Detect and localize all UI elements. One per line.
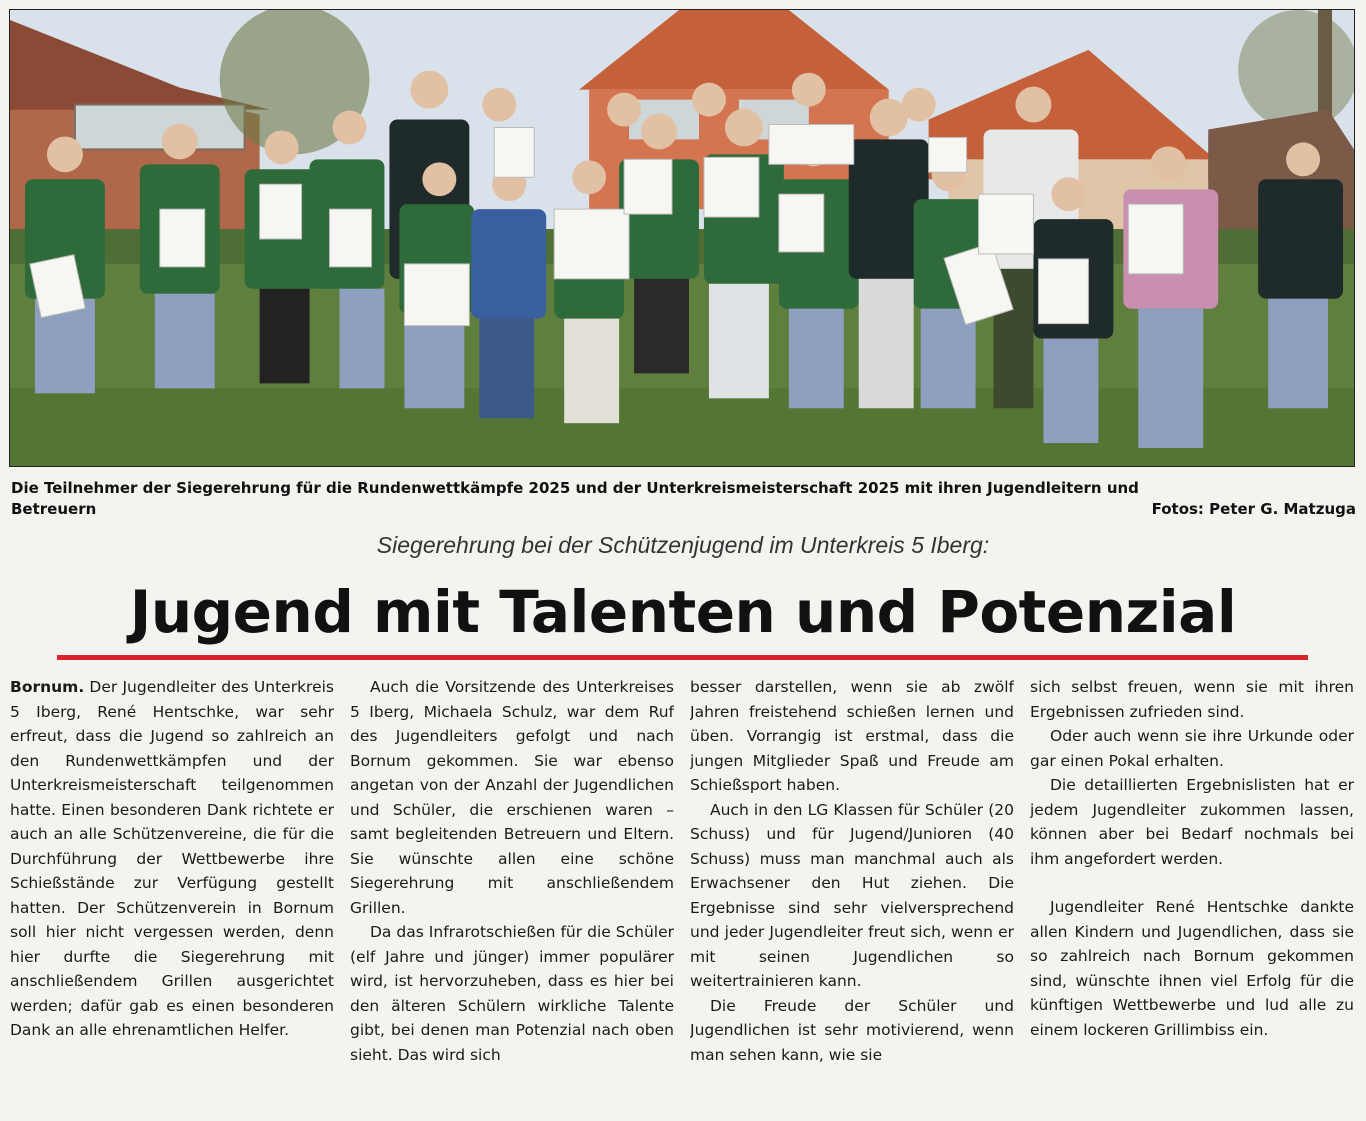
column-3-paragraph-3: Die Freude der Schüler und Jugendlichen ist sehr motivierend, wenn man sehen kann, wie sie bbox=[690, 996, 1014, 1064]
photo-caption bbox=[11, 478, 1356, 520]
headline-underline bbox=[57, 655, 1308, 660]
photo-credit: Fotos: Peter G. Matzuga bbox=[1151, 500, 1356, 518]
column-2-paragraph-2: Da das Infrarotschießen für die Schüler (elf Jahre und jünger) immer populärer wird, ist hervorzuheben, dass es hier bei den älteren Schülern wirkliche Talente gibt, bei denen man Potenzial nach oben sieht. Das wird sich bbox=[350, 923, 674, 1064]
column-4-paragraph-4: Jugendleiter René Hentschke dankte allen Kindern und Jugendlichen, dass sie so zahlreich nach Bornum gekommen sind, wünschte ihnen viel Erfolg für die künftigen Wettbewerbe und lud alle zu einem lockeren Grillimbiss ein. bbox=[1030, 898, 1354, 1039]
column-2-paragraph-1: Auch die Vorsitzende des Unterkreises 5 Iberg, Michaela Schulz, war dem Ruf des Jugendleiters gefolgt und nach Bornum gekommen. Sie war ebenso angetan von der Anzahl der Jugendlichen und Schüler, die erschienen waren – samt begleitenden Betreuern und Eltern. Sie wünschte allen eine schöne Siegerehrung mit anschließendem Grillen. bbox=[350, 678, 674, 917]
caption-line-1: Die Teilnehmer der Siegerehrung für die Rundenwettkämpfe 2025 und der Unterkreismeisterschaft 2025 mit ihren Jugendleitern und bbox=[11, 479, 1139, 497]
dateline: Bornum. bbox=[10, 678, 85, 696]
article-column-4 bbox=[1030, 675, 1354, 1115]
column-4-paragraph-1: sich selbst freuen, wenn sie mit ihren Ergebnissen zufrieden sind. bbox=[1030, 678, 1354, 721]
column-1-paragraph-1: Der Jugendleiter des Unterkreis 5 Iberg, René Hentschke, war sehr erfreut, dass die Jugend so zahlreich an den Rundenwettkämpfen und der Unterkreismeisterschaft teilgenommen hatte. Einen besonderen Dank richtete er auch an alle Schützenvereine, die für die Durchführung der Wettbewerbe ihre Schießstände zur Verfügung gestellt hatten. Der Schützenverein in Bornum soll hier nicht vergessen werden, denn hier durfte die Siegerehrung mit anschließendem Grillen ausgerichtet werden; dafür gab es einen besonderen Dank an alle ehrenamtlichen Helfer. bbox=[10, 678, 334, 1039]
article-headline: Jugend mit Talenten und Potenzial bbox=[129, 578, 1237, 646]
column-4-paragraph-3: Die detaillierten Ergebnislisten hat er jedem Jugendleiter zukommen lassen, können aber bei Bedarf nochmals bei ihm angefordert werden. bbox=[1030, 776, 1354, 868]
group-photo-illustration bbox=[10, 10, 1354, 466]
article-column-1 bbox=[10, 675, 334, 1115]
article-kicker: Siegerehrung bei der Schützenjugend im Unterkreis 5 Iberg: bbox=[376, 532, 990, 558]
article-column-2 bbox=[350, 675, 674, 1115]
column-4-paragraph-2: Oder auch wenn sie ihre Urkunde oder gar einen Pokal erhalten. bbox=[1030, 727, 1354, 770]
column-3-paragraph-2: Auch in den LG Klassen für Schüler (20 Schuss) und für Jugend/Junioren (40 Schuss) muss man manchmal auch als Erwachsener den Hut ziehen. Die Ergebnisse sind sehr vielversprechend und jeder Jugendleiter freut sich, wenn er mit seinen Jugendlichen so weitertrainieren kann. bbox=[690, 800, 1014, 990]
article-column-3 bbox=[690, 675, 1014, 1115]
group-photo bbox=[9, 9, 1355, 467]
column-3-paragraph-1: besser darstellen, wenn sie ab zwölf Jahren freistehend schießen lernen und üben. Vorrangig ist erstmal, dass die jungen Mitglieder Spaß und Freude am Schießsport haben. bbox=[690, 678, 1014, 794]
caption-line-2: Betreuern bbox=[11, 500, 97, 518]
